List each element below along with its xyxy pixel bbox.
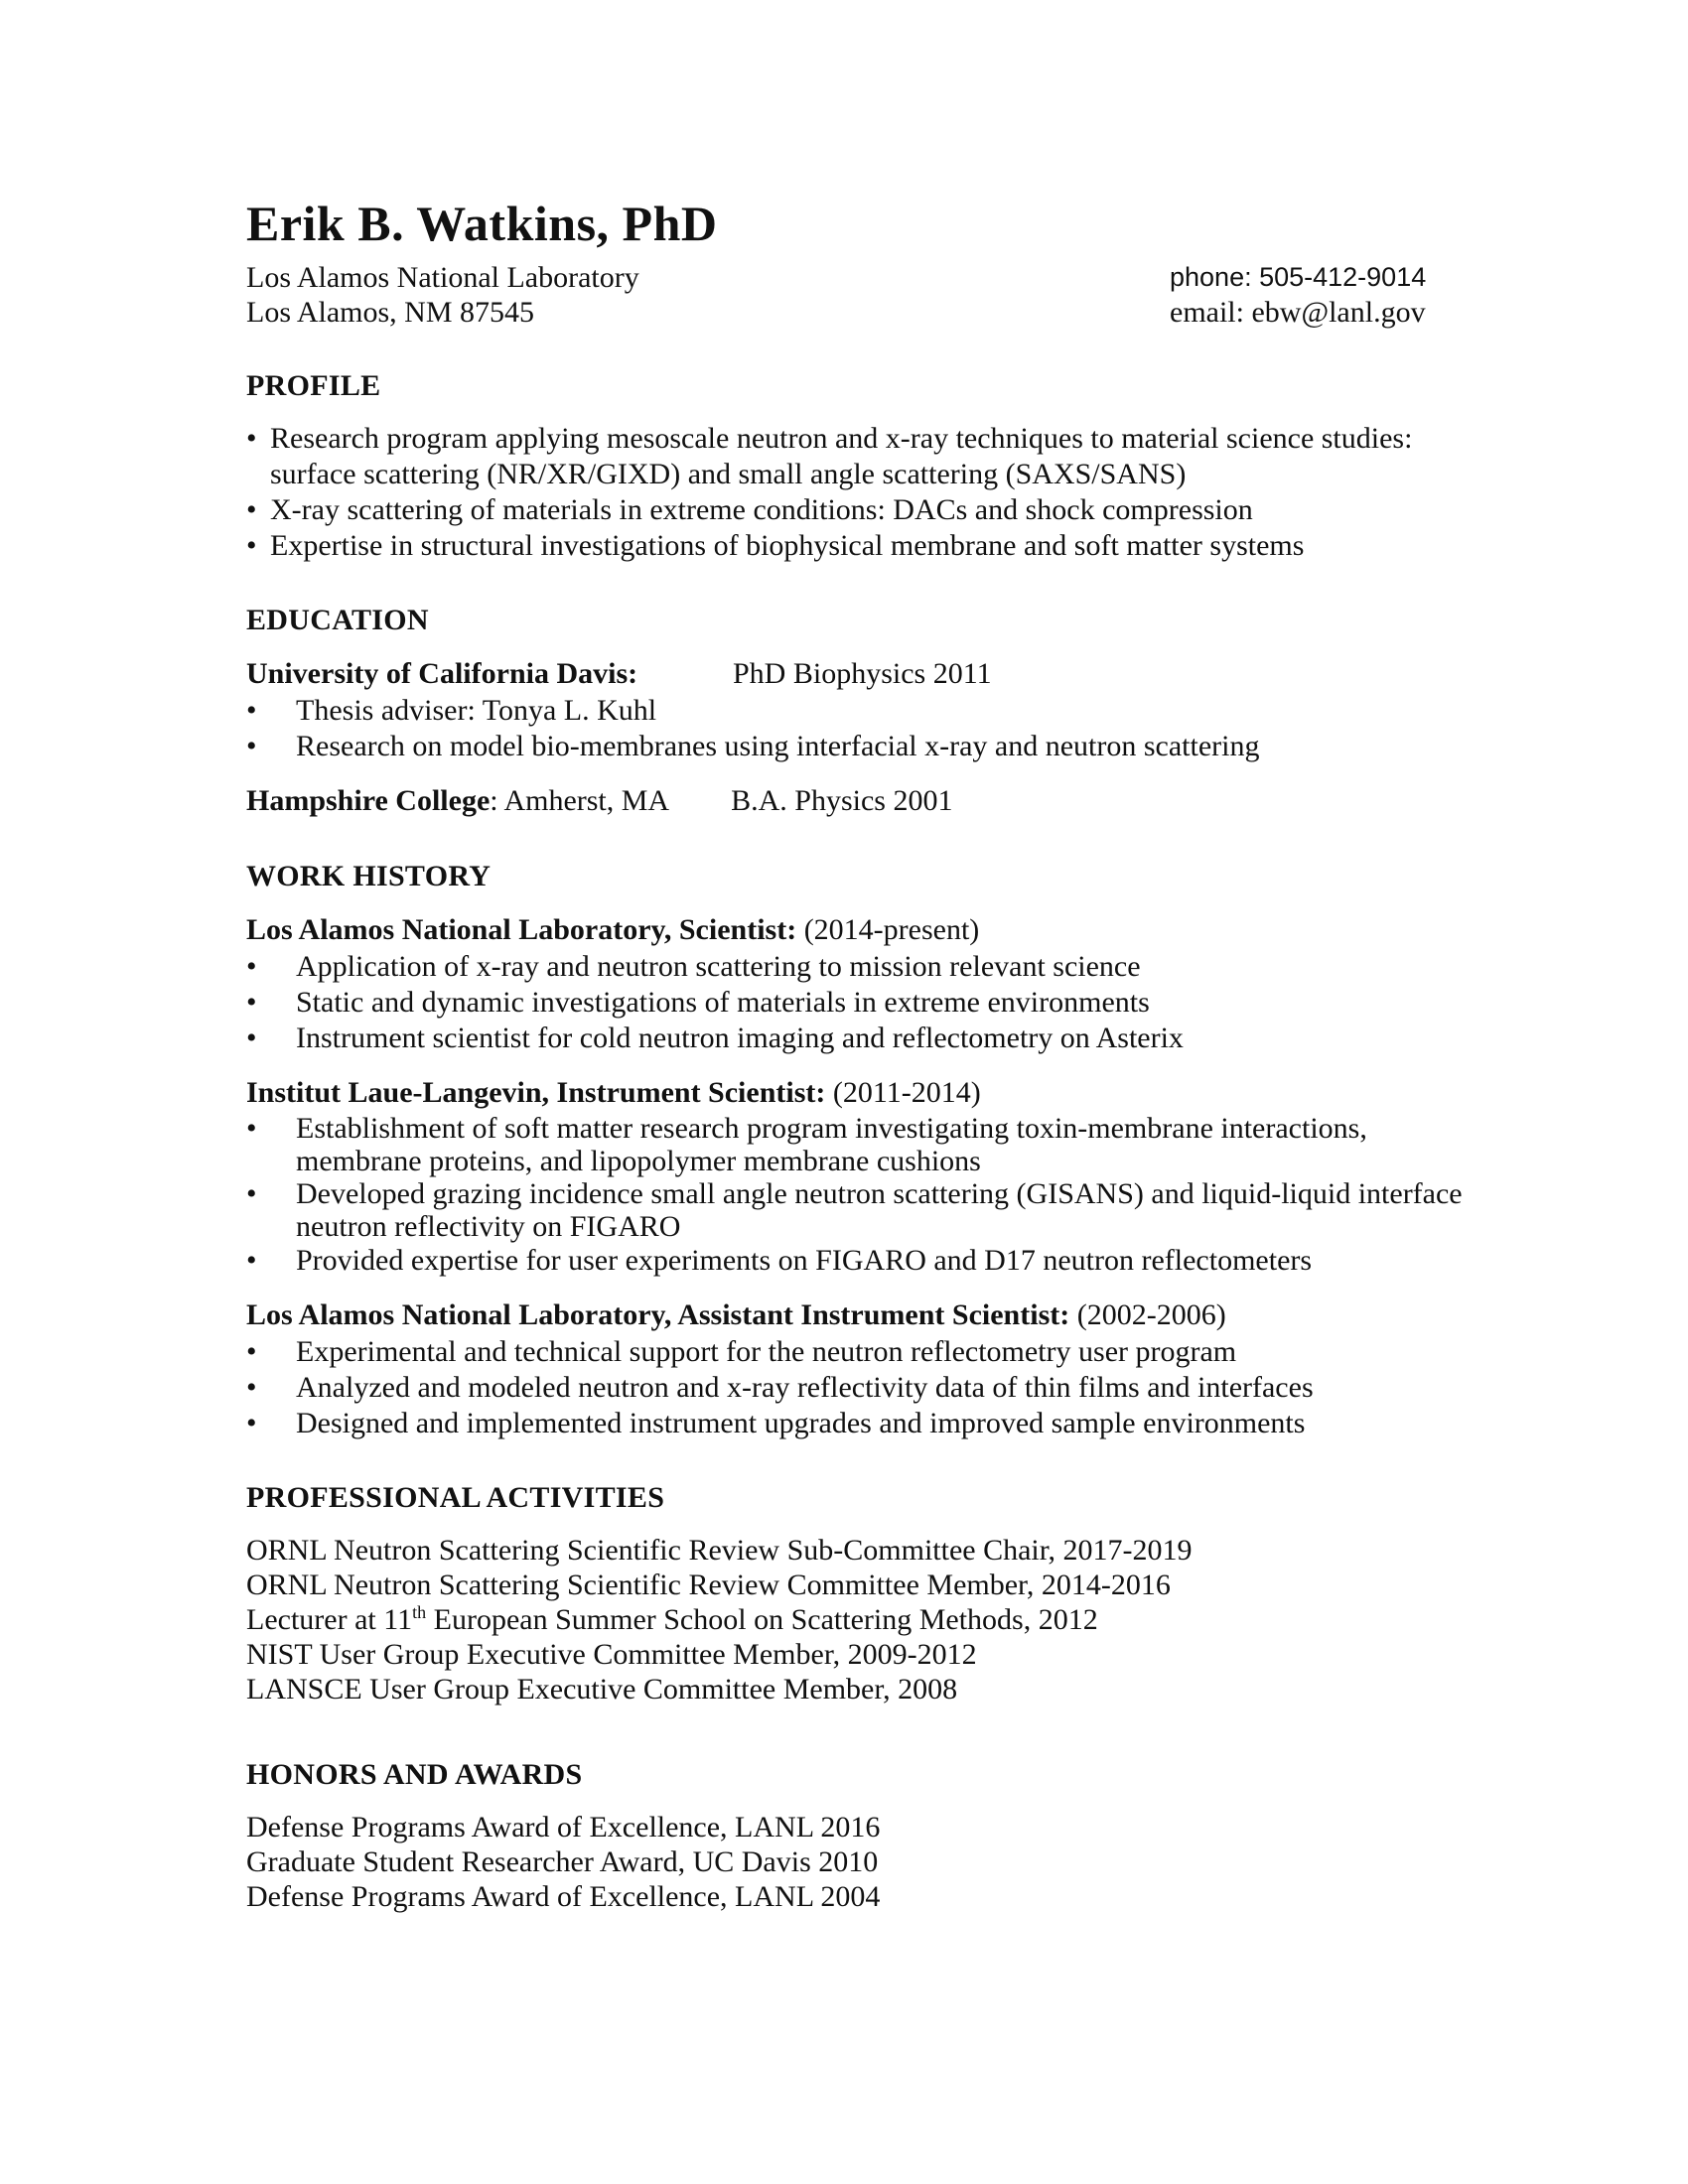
section-title-education: EDUCATION <box>246 604 429 636</box>
page-title: Erik B. Watkins, PhD <box>246 196 718 251</box>
activity-line <box>246 1602 1468 1637</box>
education-ucd <box>246 655 1468 693</box>
award-line: Graduate Student Researcher Award, UC Davis 2010 <box>246 1845 879 1878</box>
list-item: • Developed grazing incidence small angle neutron scattering (GISANS) and liquid-liquid interface neutron reflectivity on FIGARO <box>246 1177 1468 1243</box>
education-ucd-bullets <box>246 693 1468 764</box>
job-entry <box>246 1297 1468 1441</box>
list-item: • Establishment of soft matter research program investigating toxin-membrane interactions, membrane proteins, and lipopolymer membrane cushions <box>246 1112 1468 1177</box>
section-title-professional-activities: PROFESSIONAL ACTIVITIES <box>246 1481 665 1514</box>
degree: B.A. Physics 2001 <box>731 784 953 817</box>
award-line: Defense Programs Award of Excellence, LANL 2004 <box>246 1880 881 1913</box>
institution-name: University of California Davis: <box>246 657 638 690</box>
list-item: • Static and dynamic investigations of materials in extreme environments <box>246 985 1468 1021</box>
institution-name: Hampshire College <box>246 784 491 817</box>
list-item: • X-ray scattering of materials in extreme conditions: DACs and shock compression <box>246 492 1468 528</box>
list-item: • Designed and implemented instrument upgrades and improved sample environments <box>246 1406 1468 1441</box>
job-entry <box>246 1074 1468 1279</box>
job-dates: (2002-2006) <box>1076 1298 1226 1331</box>
list-item: • Thesis adviser: Tonya L. Kuhl <box>246 693 1468 729</box>
job-dates: (2014-present) <box>803 913 980 946</box>
list-item: • Experimental and technical support for the neutron reflectometry user program <box>246 1334 1468 1370</box>
contact-row-1 <box>246 260 1468 295</box>
list-item: • Research program applying mesoscale neutron and x-ray techniques to material science studies: surface scattering (NR/XR/GIXD) and small angle scattering (SAXS/SANS) <box>246 421 1468 492</box>
city-address: Los Alamos, NM 87545 <box>246 296 535 329</box>
list-item: • Application of x-ray and neutron scattering to mission relevant science <box>246 949 1468 985</box>
job-bullets <box>246 1112 1468 1279</box>
activity-text: European Summer School on Scattering Methods, 2012 <box>426 1603 1098 1636</box>
job-dates: (2011-2014) <box>832 1076 981 1109</box>
email-address: email: ebw@lanl.gov <box>1170 296 1426 329</box>
education-hampshire <box>246 782 1468 820</box>
job-bullets <box>246 1334 1468 1441</box>
organization: Los Alamos National Laboratory <box>246 261 639 294</box>
activity-line: ORNL Neutron Scattering Scientific Review Sub-Committee Chair, 2017-2019 <box>246 1534 1193 1567</box>
section-title-profile: PROFILE <box>246 369 381 402</box>
resume-page <box>246 196 1468 1914</box>
section-title-honors-awards: HONORS AND AWARDS <box>246 1758 583 1791</box>
activity-text: Lecturer at 11 <box>246 1603 413 1636</box>
ordinal-suffix: th <box>412 1602 427 1622</box>
list-item: • Expertise in structural investigations of biophysical membrane and soft matter systems <box>246 528 1468 564</box>
profile-list <box>246 421 1468 564</box>
job-role: Los Alamos National Laboratory, Assistant Instrument Scientist: <box>246 1298 1070 1331</box>
degree: PhD Biophysics 2011 <box>733 657 992 690</box>
list-item: • Instrument scientist for cold neutron imaging and reflectometry on Asterix <box>246 1021 1468 1056</box>
award-line: Defense Programs Award of Excellence, LANL 2016 <box>246 1811 881 1843</box>
activity-line: NIST User Group Executive Committee Member, 2009-2012 <box>246 1638 977 1671</box>
section-title-work-history: WORK HISTORY <box>246 860 492 892</box>
list-item: • Analyzed and modeled neutron and x-ray reflectivity data of thin films and interfaces <box>246 1370 1468 1406</box>
list-item: • Research on model bio-membranes using interfacial x-ray and neutron scattering <box>246 729 1468 764</box>
activity-line: LANSCE User Group Executive Committee Member, 2008 <box>246 1673 958 1706</box>
institution-location: : Amherst, MA <box>490 784 670 817</box>
activity-line: ORNL Neutron Scattering Scientific Review Committee Member, 2014-2016 <box>246 1569 1171 1601</box>
job-bullets <box>246 949 1468 1056</box>
contact-row-2 <box>246 295 1468 330</box>
job-role: Los Alamos National Laboratory, Scientist: <box>246 913 797 946</box>
list-item: • Provided expertise for user experiments on FIGARO and D17 neutron reflectometers <box>246 1243 1468 1279</box>
job-entry <box>246 911 1468 1056</box>
job-role: Institut Laue-Langevin, Instrument Scientist: <box>246 1076 826 1109</box>
phone-number: phone: 505-412-9014 <box>1170 262 1427 292</box>
